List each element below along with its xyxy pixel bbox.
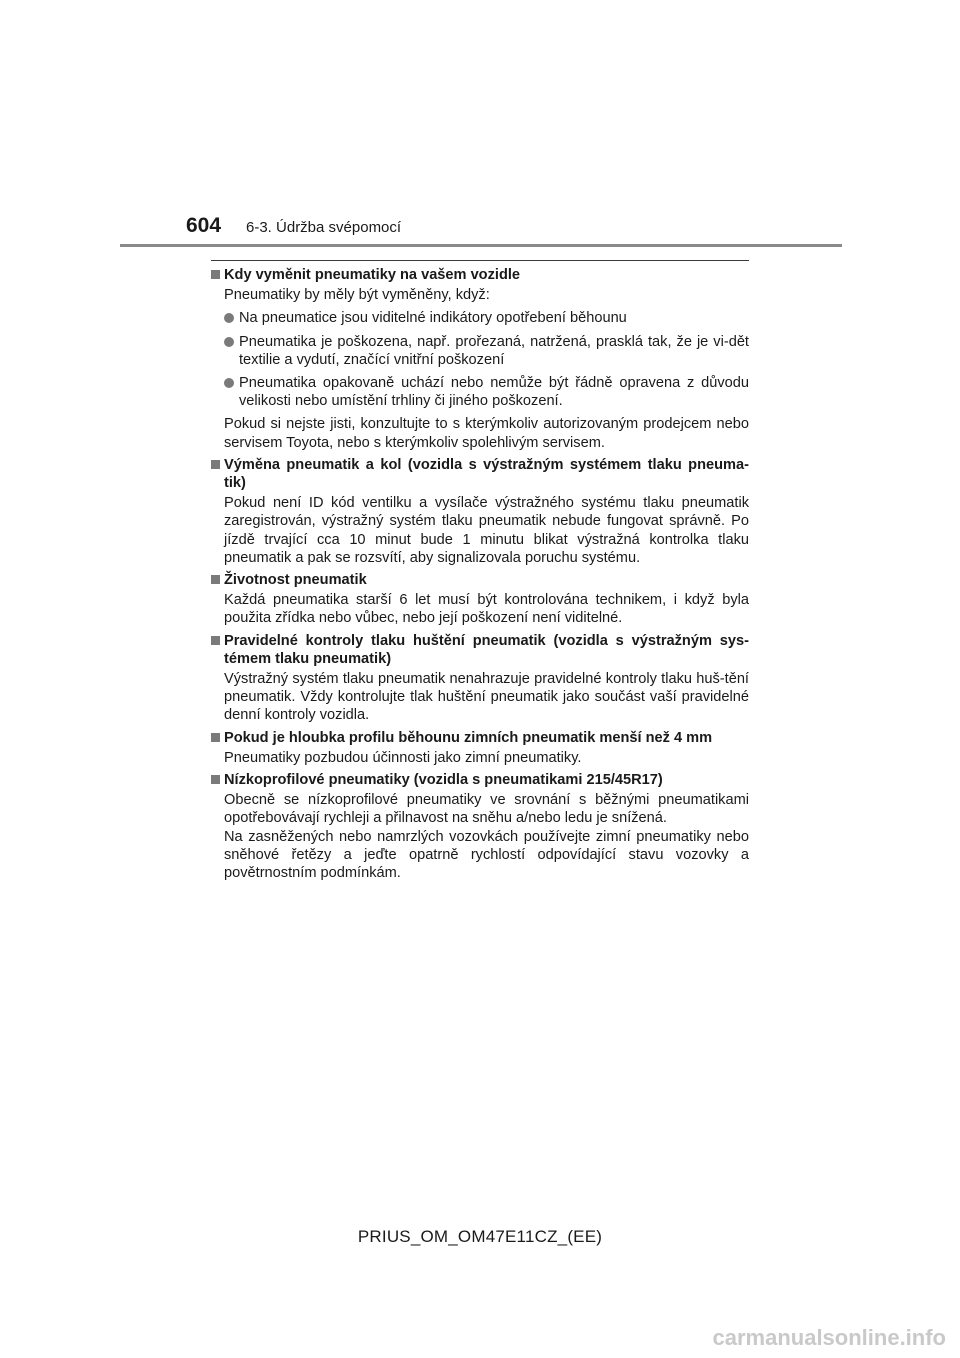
section-low-profile-tires — [211, 771, 749, 882]
section-tire-replacement-when — [211, 266, 749, 452]
square-bullet-icon — [211, 575, 220, 584]
list-item-text: Na pneumatice jsou viditelné indikátory opotřebení běhounu — [239, 310, 627, 327]
square-bullet-icon — [211, 775, 220, 784]
section-heading — [211, 266, 749, 284]
watermark: carmanualsonline.info — [712, 1325, 946, 1350]
square-bullet-icon — [211, 636, 220, 645]
list-item-text: Pneumatika opakovaně uchází nebo nemůže být řádně opravena z důvodu velikosti nebo umístění trhliny či jiného poškození. — [239, 375, 749, 410]
heading-text: Kdy vyměnit pneumatiky na vašem vozidle — [224, 267, 521, 283]
list-item — [211, 309, 749, 327]
content-divider — [211, 260, 749, 261]
paragraph: Pneumatiky by měly být vyměněny, když: — [224, 287, 490, 304]
heading-text: Pokud je hloubka profilu běhounu zimních pneumatik menší než 4 mm — [224, 729, 713, 746]
document-code: PRIUS_OM_OM47E11CZ_(EE) — [357, 1227, 603, 1246]
section-heading — [211, 632, 749, 668]
section-pressure-checks — [211, 632, 749, 725]
circle-bullet-icon — [224, 313, 234, 323]
list-item-text: Pneumatika je poškozena, např. prořezaná, natržená, prasklá tak, že je vi-dět textilie a vydutí, značící vnitřní poškození — [239, 333, 749, 368]
page-content — [211, 266, 749, 886]
section-tire-wheel-replacement — [211, 456, 749, 567]
list-item — [211, 333, 749, 369]
circle-bullet-icon — [224, 378, 234, 388]
paragraph: Každá pneumatika starší 6 let musí být kontrolována technikem, i když byla použita zřídka nebo vůbec, nebo její poškození není viditelné. — [224, 592, 749, 627]
paragraph: Obecně se nízkoprofilové pneumatiky ve srovnání s běžnými pneumatikami opotřebovávají rychleji a přilnavost na sněhu a/nebo ledu je snížená. — [224, 792, 749, 827]
list-item — [211, 374, 749, 410]
header-divider — [120, 244, 842, 247]
circle-bullet-icon — [224, 337, 234, 347]
square-bullet-icon — [211, 733, 220, 742]
section-heading — [211, 729, 749, 747]
square-bullet-icon — [211, 270, 220, 279]
heading-text: Výměna pneumatik a kol (vozidla s výstražným systémem tlaku pneuma-tik) — [224, 456, 749, 492]
heading-text: Životnost pneumatik — [224, 572, 367, 589]
heading-text: Pravidelné kontroly tlaku huštění pneumatik (vozidla s výstražným sys-témem tlaku pneumatik) — [224, 632, 749, 667]
paragraph: Pokud si nejste jisti, konzultujte to s kterýmkoliv autorizovaným prodejcem nebo servisem Toyota, nebo s kterýmkoliv spolehlivým servisem. — [224, 416, 749, 451]
paragraph: Pneumatiky pozbudou účinnosti jako zimní pneumatiky. — [224, 749, 582, 766]
section-winter-tread-depth — [211, 729, 749, 767]
paragraph: Na zasněžených nebo namrzlých vozovkách používejte zimní pneumatiky nebo sněhové řetězy a jeďte opatrně rychlostí odpovídající stavu vozovky a povětrnostním podmínkám. — [224, 828, 749, 882]
heading-text: Nízkoprofilové pneumatiky (vozidla s pneumatikami 215/45R17) — [224, 772, 663, 789]
square-bullet-icon — [211, 460, 220, 469]
paragraph: Pokud není ID kód ventilku a vysílače výstražného systému tlaku pneumatik zaregistrován, výstražný systém tlaku pneumatik nebude fungovat správně. Po jízdě trvající cca 10 minut bude 1 minutu blikat výstražná kontrolka tlaku pneumatik a pak se rozsvítí, aby signalizovala poruchu systému. — [224, 495, 749, 566]
section-title: 6-3. Údržba svépomocí — [246, 219, 402, 236]
section-tire-lifespan — [211, 571, 749, 628]
section-heading — [211, 771, 749, 789]
page-number: 604 — [186, 214, 222, 237]
section-heading — [211, 571, 749, 589]
section-heading — [211, 456, 749, 492]
paragraph: Výstražný systém tlaku pneumatik nenahrazuje pravidelné kontroly tlaku huš-tění pneumatik. Vždy kontrolujte tlak huštění pneumatik jako součást vaší pravidelné denní kontroly vozidla. — [224, 671, 749, 724]
